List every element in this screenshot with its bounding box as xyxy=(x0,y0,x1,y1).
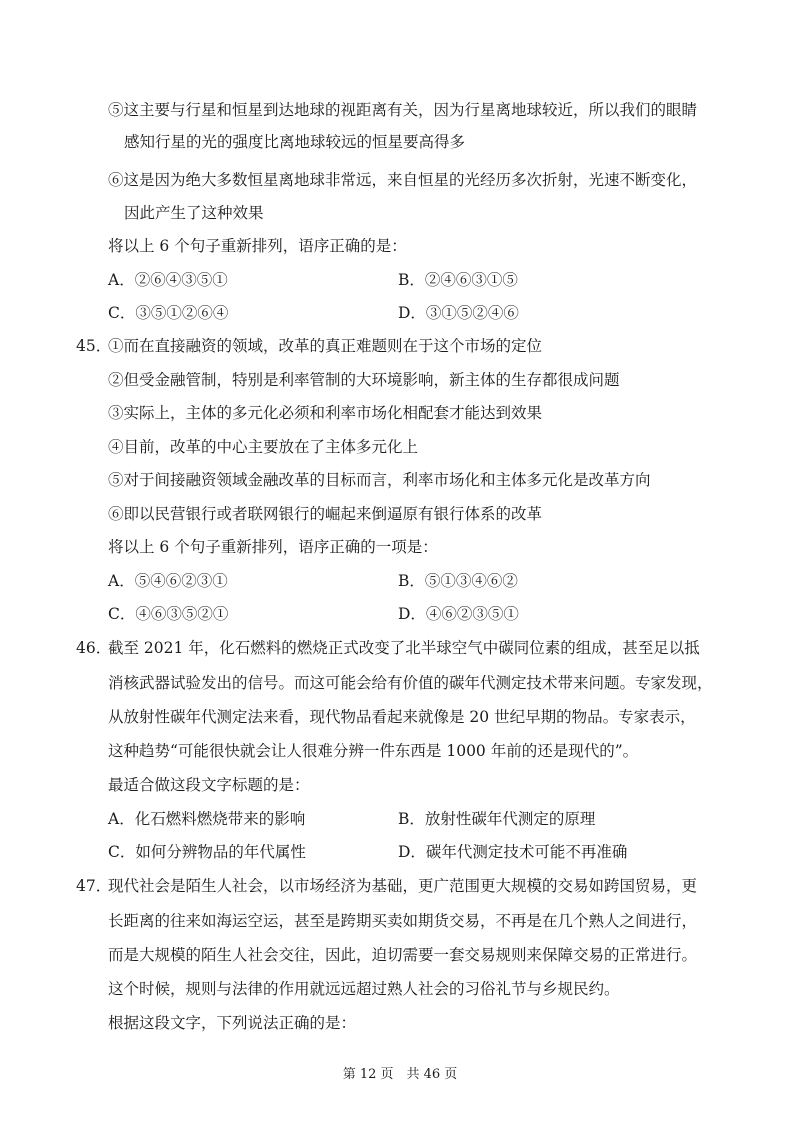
q44-sentence-6-line-1: ⑥这是因为绝大多数恒星离地球非常远，来自恒星的光经历多次折射，光速不断变化， xyxy=(108,171,698,189)
q44-prompt: 将以上 6 个句子重新排列，语序正确的是： xyxy=(108,237,407,255)
q45-prompt: 将以上 6 个句子重新排列，语序正确的一项是： xyxy=(108,538,438,556)
q47-passage-line-2: 长距离的往来如海运空运，甚至是跨期买卖如期货交易，不再是在几个熟人之间进行， xyxy=(108,912,698,930)
page-footer: 第 12 页 共 46 页 xyxy=(342,1067,458,1082)
q46-passage-line-1: 截至 2021 年，化石燃料的燃烧正式改变了北半球空气中碳同位素的组成，甚至足以抵 xyxy=(108,639,700,657)
q47-prompt: 根据这段文字，下列说法正确的是： xyxy=(108,1014,357,1032)
q46-option-c[interactable]: C．如何分辨物品的年代属性 xyxy=(108,843,306,861)
q46-option-b[interactable]: B．放射性碳年代测定的原理 xyxy=(398,810,596,828)
q44-option-a[interactable]: A．②⑥④③⑤① xyxy=(108,271,228,289)
q46-number: 46． xyxy=(76,639,112,657)
q47-passage-line-4: 这个时候，规则与法律的作用就远远超过熟人社会的习俗礼节与乡规民约。 xyxy=(108,980,620,998)
q45-sentence-6: ⑥即以民营银行或者联网银行的崛起来倒逼原有银行体系的改革 xyxy=(108,505,543,523)
q46-option-a[interactable]: A．化石燃料燃烧带来的影响 xyxy=(108,810,306,828)
q46-passage-line-2: 消核武器试验发出的信号。而这可能会给有价值的碳年代测定技术带来问题。专家发现， xyxy=(108,674,713,692)
q45-option-b[interactable]: B．⑤①③④⑥② xyxy=(398,572,518,590)
q47-passage-line-1: 现代社会是陌生人社会，以市场经济为基础，更广范围更大规模的交易如跨国贸易，更 xyxy=(108,877,698,895)
q46-passage-line-4: 这种趋势“可能很快就会让人很难分辨一件东西是 1000 年前的还是现代的”。 xyxy=(108,742,639,760)
q45-sentence-3: ③实际上，主体的多元化必须和利率市场化相配套才能达到效果 xyxy=(108,404,543,422)
q44-option-d[interactable]: D．③①⑤②④⑥ xyxy=(398,304,519,322)
q45-sentence-2: ②但受金融管制，特别是利率管制的大环境影响，新主体的生存都很成问题 xyxy=(108,371,620,389)
q46-passage-line-3: 从放射性碳年代测定法来看，现代物品看起来就像是 20 世纪早期的物品。专家表示， xyxy=(108,708,696,726)
q45-sentence-4: ④目前，改革的中心主要放在了主体多元化上 xyxy=(108,438,419,456)
q45-option-a[interactable]: A．⑤④⑥②③① xyxy=(108,572,228,590)
q45-sentence-1: ①而在直接融资的领域，改革的真正难题则在于这个市场的定位 xyxy=(108,337,543,355)
q44-option-b[interactable]: B．②④⑥③①⑤ xyxy=(398,271,518,289)
q45-option-d[interactable]: D．④⑥②③⑤① xyxy=(398,605,519,623)
q46-prompt: 最适合做这段文字标题的是： xyxy=(108,776,310,794)
q47-number: 47． xyxy=(76,877,112,895)
q44-sentence-5-line-2: 感知行星的光的强度比离地球较远的恒星要高得多 xyxy=(124,133,466,151)
q44-sentence-5-line-1: ⑤这主要与行星和恒星到达地球的视距离有关，因为行星离地球较近，所以我们的眼睛 xyxy=(108,101,698,119)
q47-passage-line-3: 而是大规模的陌生人社会交往，因此，迫切需要一套交易规则来保障交易的正常进行。 xyxy=(108,946,698,964)
q44-sentence-6-line-2: 因此产生了这种效果 xyxy=(124,204,264,222)
q44-option-c[interactable]: C．③⑤①②⑥④ xyxy=(108,304,229,322)
q45-option-c[interactable]: C．④⑥③⑤②① xyxy=(108,605,229,623)
q45-number: 45． xyxy=(76,337,112,355)
q46-option-d[interactable]: D．碳年代测定技术可能不再准确 xyxy=(398,843,628,861)
q45-sentence-5: ⑤对于间接融资领域金融改革的目标而言，利率市场化和主体多元化是改革方向 xyxy=(108,471,651,489)
